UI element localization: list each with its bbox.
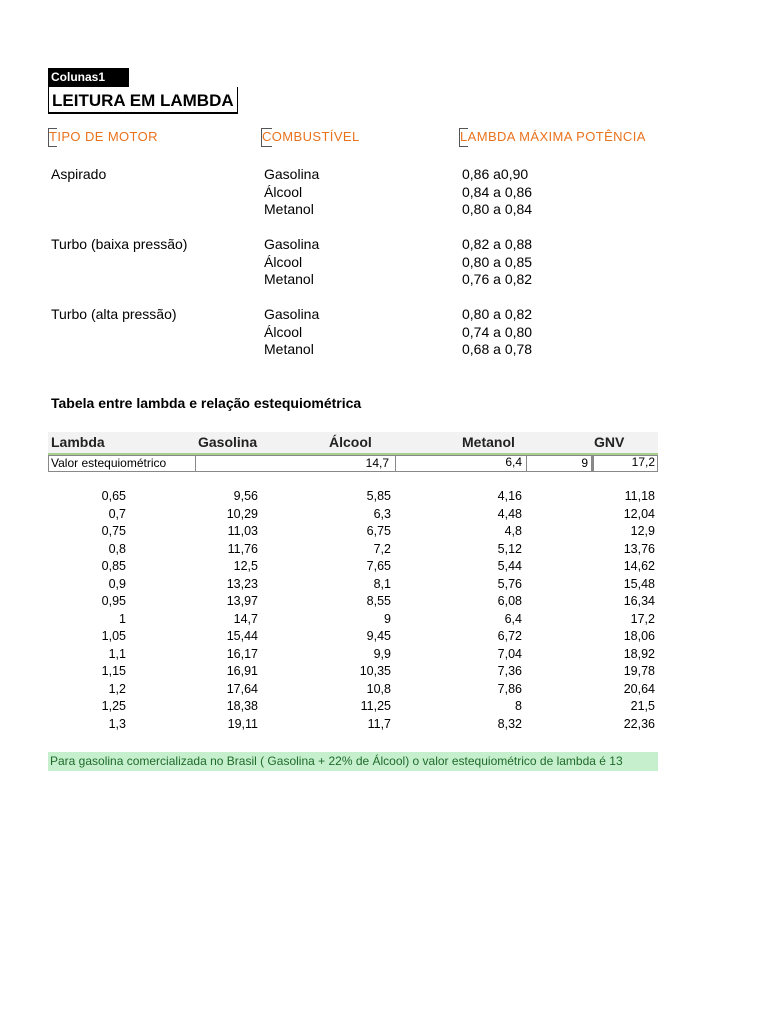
header-motor-type-first: T: [48, 128, 57, 147]
cell-alcool: 9: [384, 611, 391, 626]
cell-lambda: 0,8: [108, 541, 126, 556]
cell-gnv: 22,36: [623, 716, 655, 731]
engine-fuel: Metanol: [264, 201, 314, 217]
engine-fuel: Metanol: [264, 271, 314, 287]
header-fuel: [261, 129, 360, 144]
cell-metanol: 5,76: [497, 576, 522, 591]
cell-gasolina: 18,38: [226, 699, 258, 713]
cell-gnv: 12,9: [630, 524, 655, 538]
cell-alcool: 11,7: [367, 716, 391, 731]
cell-gasolina: 13,97: [226, 594, 258, 608]
engine-fuel: Álcool: [264, 253, 303, 270]
cell-gnv: 16,34: [623, 594, 655, 608]
cell-metanol: 7,04: [497, 646, 522, 661]
engine-fuel: Gasolina: [264, 166, 320, 182]
header-lambda-first: L: [459, 128, 468, 147]
engine-fuel: Metanol: [264, 341, 314, 357]
cell-gnv: 18,06: [623, 629, 655, 643]
cell-gasolina: 19,11: [227, 716, 258, 731]
engine-fuel: Álcool: [264, 183, 303, 200]
engine-lambda: 0,80 a 0,84: [462, 201, 533, 217]
cell-metanol: 6,4: [504, 611, 522, 626]
cell-gasolina: 17,64: [226, 681, 258, 696]
cell-alcool: 11,25: [360, 699, 391, 713]
cell-alcool: 5,85: [366, 489, 391, 503]
cell-metanol: 8: [515, 699, 522, 713]
engine-lambda: 0,76 a 0,82: [462, 271, 533, 287]
header-fuel-rest: OMBUSTÍVEL: [271, 129, 360, 144]
stoich-row: [48, 455, 658, 472]
cell-metanol: 4,8: [504, 524, 522, 538]
engine-fuel: Álcool: [264, 323, 303, 340]
cell-alcool: 9,45: [366, 629, 391, 643]
cell-gasolina: 14,7: [233, 611, 258, 626]
cell-metanol: 7,36: [497, 664, 522, 678]
column-tag: Colunas1: [48, 68, 129, 87]
cell-lambda: 1,3: [108, 716, 126, 731]
cell-gasolina: 12,5: [233, 559, 258, 573]
cell-alcool: 8,1: [373, 576, 391, 591]
cell-metanol: 5,12: [497, 541, 522, 556]
cell-metanol: 8,32: [497, 716, 522, 731]
cell-lambda: 0,65: [101, 489, 126, 503]
cell-alcool: 9,9: [373, 646, 391, 661]
cell-gasolina: 16,17: [226, 646, 258, 661]
cell-alcool: 7,2: [373, 541, 391, 556]
cell-lambda: 1,1: [108, 646, 126, 661]
table-header: [48, 432, 658, 456]
cell-gnv: 12,04: [623, 506, 655, 521]
cell-metanol: 6,72: [497, 629, 522, 643]
page-title: LEITURA EM LAMBDA: [48, 87, 238, 114]
engine-lambda: 0,84 a 0,86: [462, 183, 533, 200]
cell-gnv: 18,92: [623, 646, 655, 661]
table-title: Tabela entre lambda e relação estequiométrica: [51, 395, 362, 411]
cell-lambda: 1,15: [101, 664, 126, 678]
cell-metanol: 4,48: [497, 506, 522, 521]
cell-gasolina: 9,56: [233, 489, 258, 503]
header-lambda: [459, 129, 646, 144]
cell-gasolina: 13,23: [226, 576, 258, 591]
engine-lambda: 0,74 a 0,80: [462, 323, 533, 340]
cell-gnv: 19,78: [623, 664, 655, 678]
cell-gnv: 11,18: [624, 489, 655, 503]
header-motor-type-rest: IPO DE MOTOR: [57, 129, 158, 144]
stoich-metanol: 6,4: [395, 455, 527, 472]
header-lambda-rest: AMBDA MÁXIMA POTÊNCIA: [467, 129, 646, 144]
engine-type: Turbo (baixa pressão): [51, 236, 188, 252]
stoich-gnv: 17,2: [591, 455, 658, 472]
cell-alcool: 10,8: [366, 681, 391, 696]
cell-gnv: 15,48: [623, 576, 655, 591]
cell-metanol: 6,08: [497, 594, 522, 608]
cell-alcool: 10,35: [359, 664, 391, 678]
cell-alcool: 8,55: [366, 594, 391, 608]
cell-lambda: 1,25: [101, 699, 126, 713]
stoich-label: Valor estequiométrico: [49, 456, 196, 471]
cell-gnv: 20,64: [623, 681, 655, 696]
header-fuel-first: C: [261, 128, 272, 147]
cell-lambda: 0,85: [101, 559, 126, 573]
engine-fuel: Gasolina: [264, 306, 320, 322]
cell-lambda: 0,75: [101, 524, 126, 538]
engine-type: Turbo (alta pressão): [51, 306, 177, 322]
footnote: Para gasolina comercializada no Brasil ( Gasolina + 22% de Álcool) o valor estequiométrico de lambda é 13: [48, 752, 658, 771]
cell-alcool: 7,65: [366, 559, 391, 573]
engine-lambda: 0,86 a0,90: [462, 166, 529, 182]
th-gasolina: Gasolina: [198, 434, 258, 450]
engine-lambda: 0,80 a 0,82: [462, 306, 533, 322]
cell-lambda: 1,05: [101, 629, 126, 643]
th-lambda: Lambda: [51, 434, 105, 450]
cell-metanol: 4,16: [497, 489, 522, 503]
engine-lambda: 0,68 a 0,78: [462, 341, 533, 357]
cell-lambda: 1: [119, 611, 126, 626]
cell-gnv: 21,5: [630, 699, 655, 713]
header-motor-type: [48, 129, 158, 144]
engine-fuel: Gasolina: [264, 236, 320, 252]
cell-gasolina: 11,03: [227, 524, 258, 538]
cell-gasolina: 16,91: [226, 664, 258, 678]
stoich-alcool: 9: [396, 456, 593, 471]
cell-alcool: 6,3: [373, 506, 391, 521]
cell-alcool: 6,75: [366, 524, 391, 538]
cell-lambda: 1,2: [108, 681, 126, 696]
cell-lambda: 0,7: [108, 506, 126, 521]
cell-gasolina: 11,76: [227, 541, 258, 556]
cell-metanol: 7,86: [497, 681, 522, 696]
cell-lambda: 0,95: [101, 594, 126, 608]
cell-metanol: 5,44: [497, 559, 522, 573]
cell-gnv: 17,2: [630, 611, 655, 626]
cell-gnv: 13,76: [623, 541, 655, 556]
cell-lambda: 0,9: [108, 576, 126, 591]
th-gnv: GNV: [594, 434, 625, 450]
th-alcool: Álcool: [329, 434, 372, 450]
th-metanol: Metanol: [462, 434, 515, 450]
cell-gnv: 14,62: [623, 559, 655, 573]
engine-type: Aspirado: [51, 166, 107, 182]
engine-lambda: 0,80 a 0,85: [462, 253, 533, 270]
engine-lambda: 0,82 a 0,88: [462, 236, 533, 252]
cell-gasolina: 10,29: [226, 506, 258, 521]
cell-gasolina: 15,44: [226, 629, 258, 643]
stoich-gasolina: 14,7: [196, 456, 396, 471]
